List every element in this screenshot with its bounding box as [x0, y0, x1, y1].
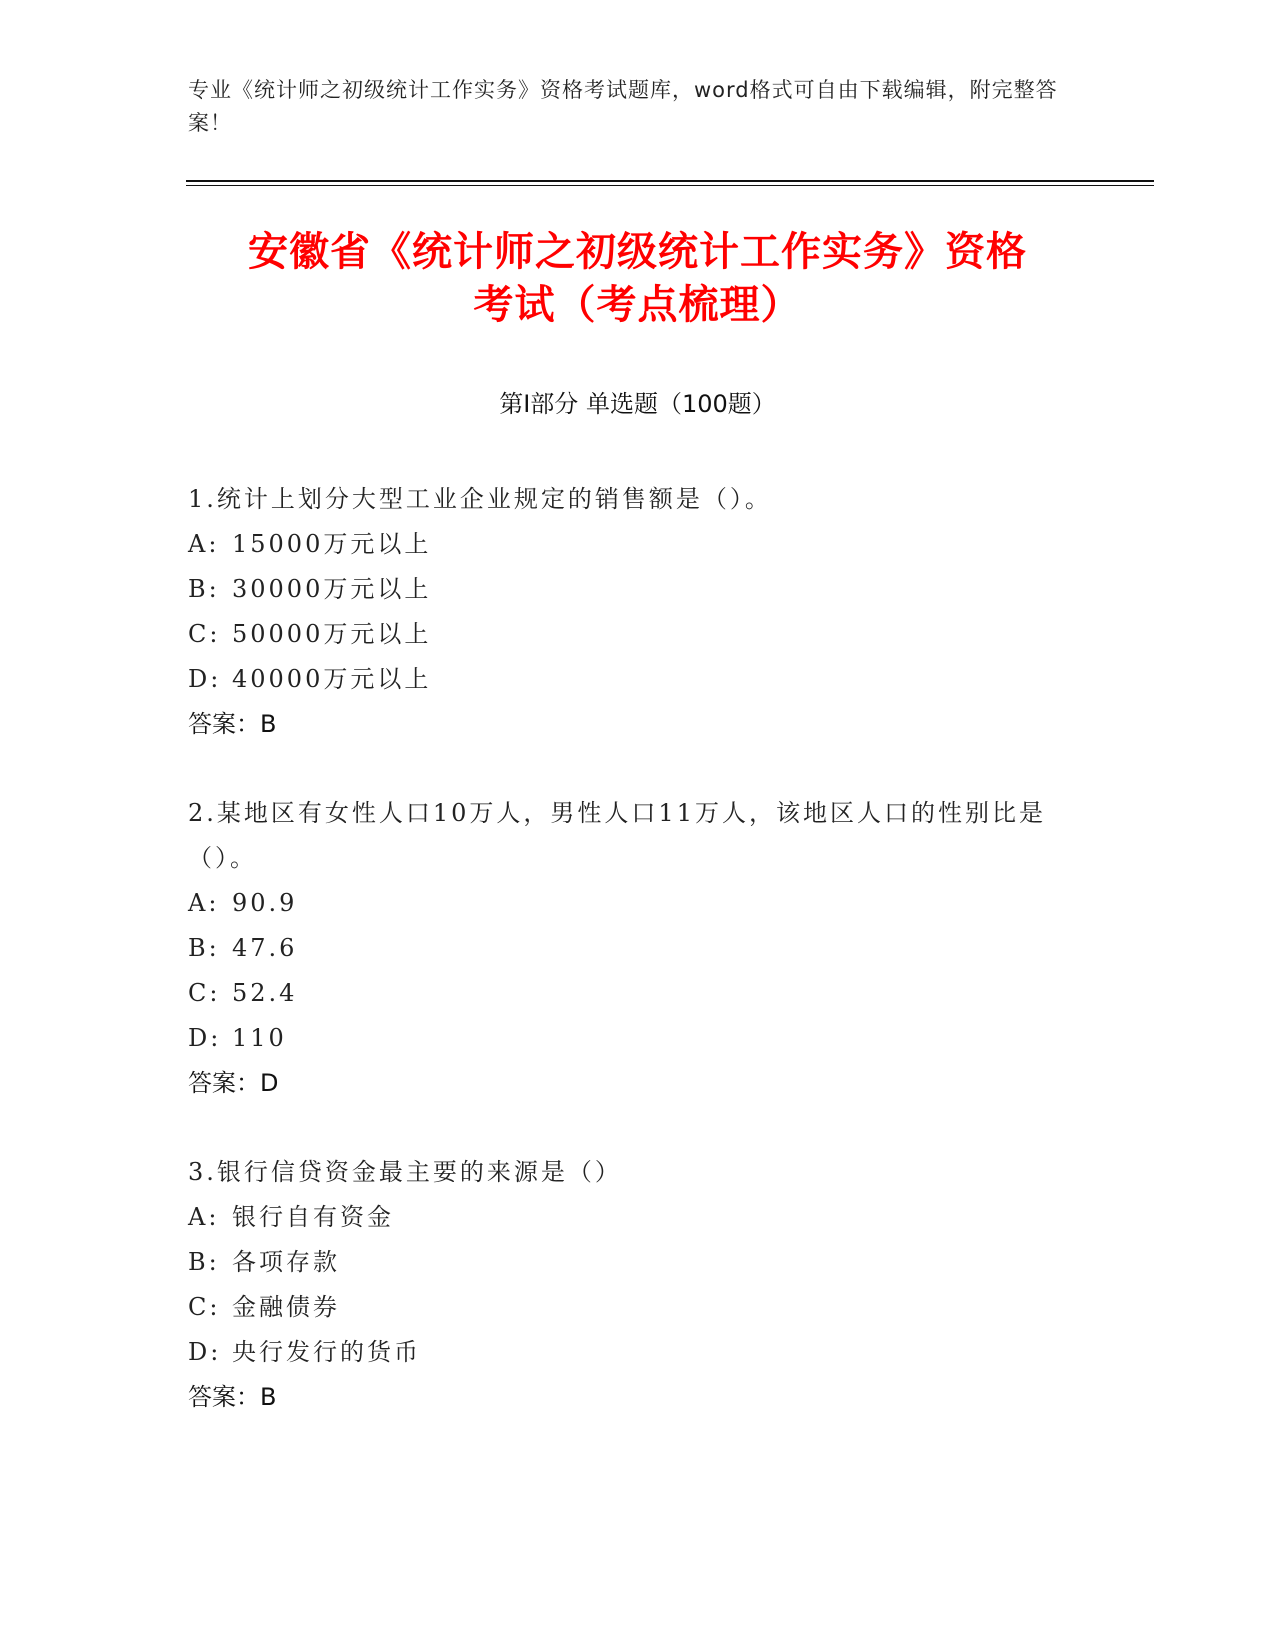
option-c: [188, 971, 1088, 1016]
option-d: [188, 1330, 1088, 1375]
answer-line: 答案：B: [188, 710, 277, 738]
question-3: [188, 1150, 1088, 1420]
question-stem: 1.统计上划分大型工业企业规定的销售额是（）。: [188, 485, 772, 513]
option-letter: A:: [188, 1203, 220, 1231]
option-d: [188, 1016, 1088, 1061]
option-letter: A:: [188, 530, 220, 558]
option-b: [188, 926, 1088, 971]
option-text: 各项存款: [232, 1248, 340, 1276]
option-text: 40000万元以上: [232, 665, 432, 693]
question-2: [188, 791, 1088, 1106]
document-title: [150, 226, 1125, 332]
option-text: 30000万元以上: [232, 575, 432, 603]
document-title-line-2: 考试（考点梳理）: [473, 282, 802, 328]
option-a: [188, 522, 1088, 567]
option-b: [188, 1240, 1088, 1285]
option-letter: C:: [188, 1293, 221, 1321]
option-text: 金融债券: [232, 1293, 340, 1321]
option-c: [188, 1285, 1088, 1330]
header-divider-thick: [186, 180, 1154, 182]
option-text: 15000万元以上: [232, 530, 432, 558]
option-text: 50000万元以上: [232, 620, 432, 648]
option-letter: D:: [188, 1024, 222, 1052]
option-letter: B:: [188, 934, 220, 962]
section-title: 第I部分 单选题（100题）: [499, 390, 776, 418]
option-letter: D:: [188, 1338, 222, 1366]
header-note: 专业《统计师之初级统计工作实务》资格考试题库，word格式可自由下载编辑，附完整答案！: [188, 78, 1058, 135]
option-a: [188, 881, 1088, 926]
answer-line: 答案：D: [188, 1069, 279, 1097]
question-stem: 3.银行信贷资金最主要的来源是（）: [188, 1158, 622, 1186]
question-stem: 2.某地区有女性人口10万人，男性人口11万人，该地区人口的性别比是（）。: [188, 799, 1046, 872]
option-text: 90.9: [232, 889, 298, 917]
answer-line: 答案：B: [188, 1383, 277, 1411]
option-text: 47.6: [232, 934, 298, 962]
option-text: 央行发行的货币: [232, 1338, 421, 1366]
question-list: [188, 477, 1088, 1464]
option-letter: B:: [188, 575, 220, 603]
option-text: 52.4: [232, 979, 298, 1007]
option-b: [188, 567, 1088, 612]
option-letter: B:: [188, 1248, 220, 1276]
option-letter: C:: [188, 979, 221, 1007]
option-letter: A:: [188, 889, 220, 917]
document-title-line-1: 安徽省《统计师之初级统计工作实务》资格: [248, 229, 1027, 275]
option-letter: D:: [188, 665, 222, 693]
question-1: [188, 477, 1088, 747]
option-c: [188, 612, 1088, 657]
option-a: [188, 1195, 1088, 1240]
option-text: 110: [232, 1024, 287, 1052]
option-d: [188, 657, 1088, 702]
option-letter: C:: [188, 620, 221, 648]
header-divider-thin: [186, 185, 1154, 186]
option-text: 银行自有资金: [232, 1203, 394, 1231]
